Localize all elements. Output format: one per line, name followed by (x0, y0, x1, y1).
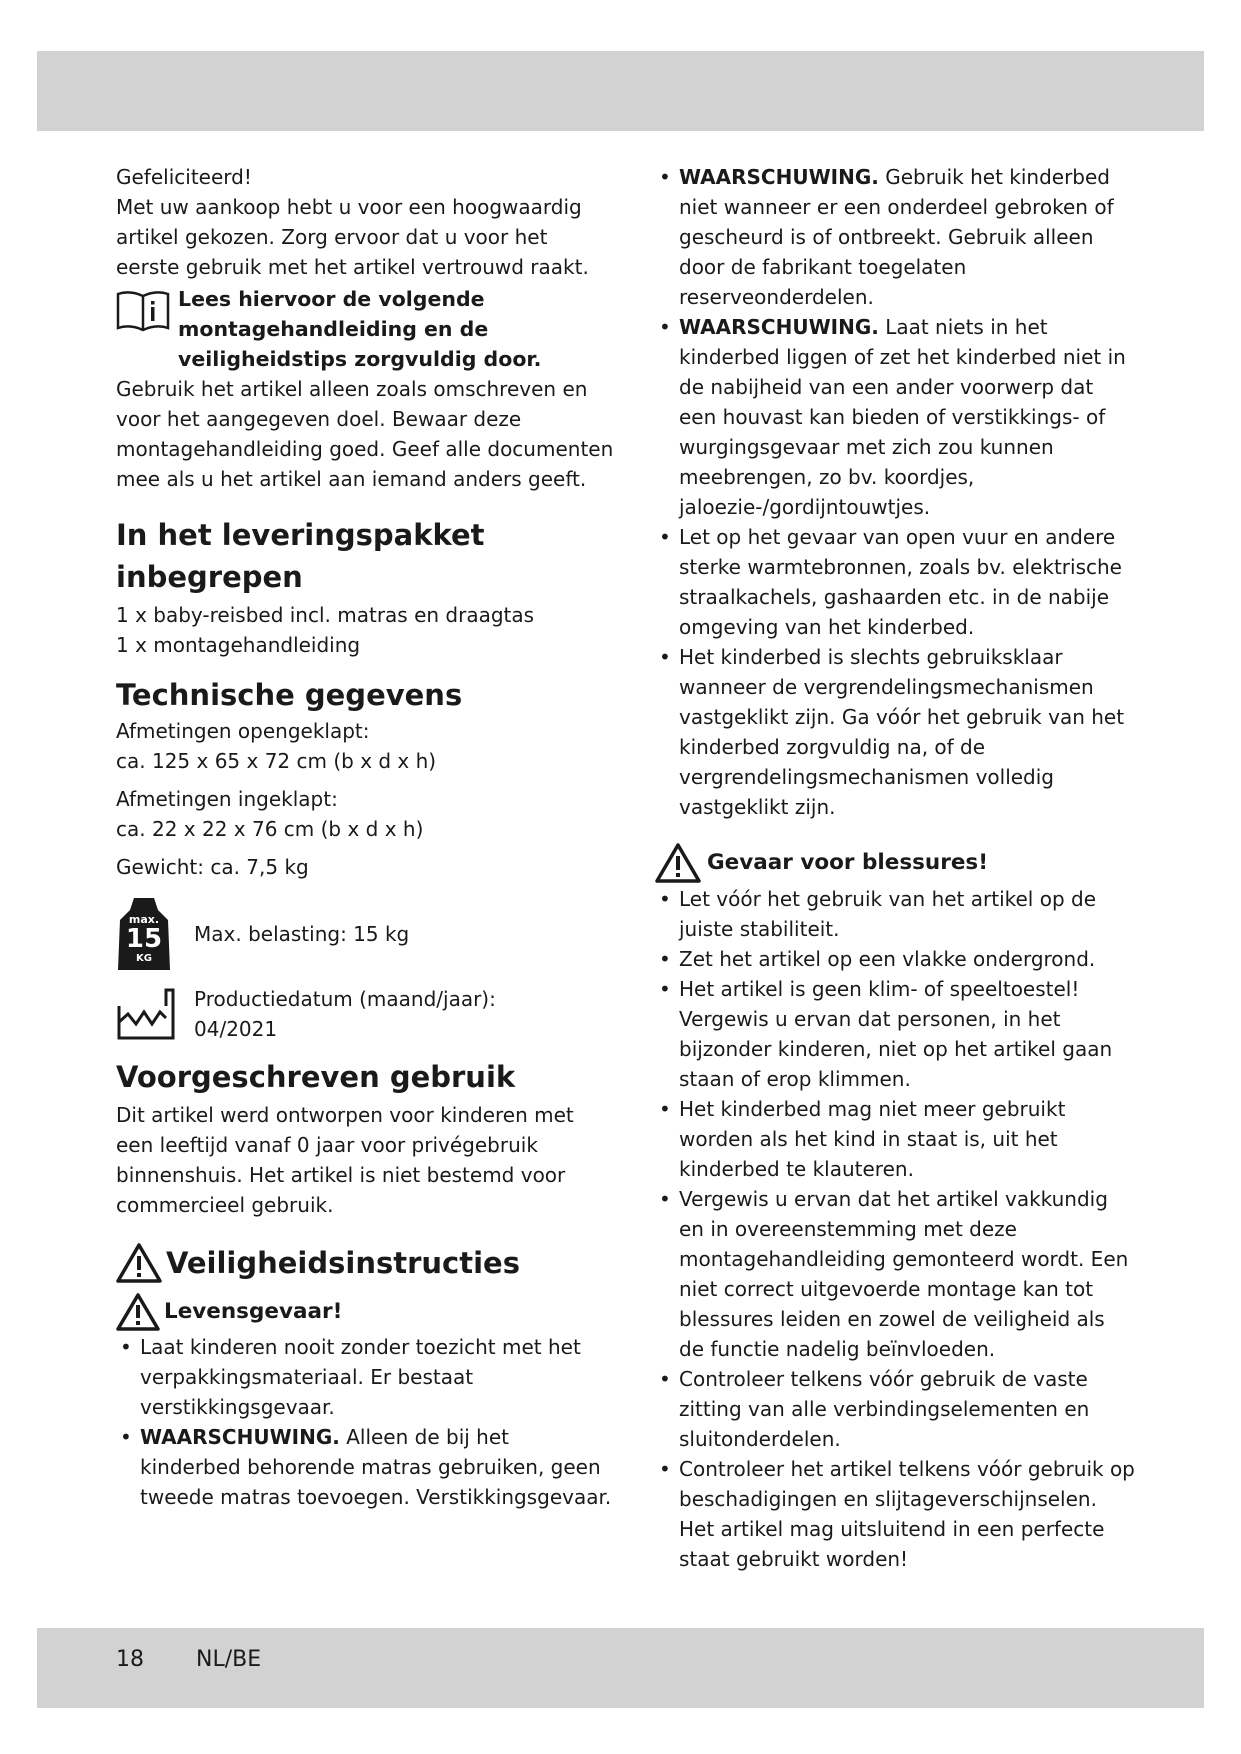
list-item (116, 1422, 616, 1512)
warning-label: WAARSCHUWING. (679, 165, 879, 189)
list-item: • Het kinderbed mag niet meer gebruikt worden als het kind in staat is, uit het kinderbed te klauteren. (655, 1094, 1135, 1184)
list-item: • Het artikel is geen klim- of speeltoestel! Vergewis u ervan dat personen, in het bijzonder kinderen, niet op het artikel gaan staan of erop klimmen. (655, 974, 1135, 1094)
production-date-row (116, 984, 616, 1044)
delivery-heading: In het leveringspakket inbegrepen (116, 518, 485, 594)
book-info-icon (116, 288, 170, 340)
safety-list (655, 162, 1135, 822)
list-item-text: Het kinderbed is slechts gebruiksklaar wanneer de vergrendelingsmechanismen vastgeklikt zijn. Ga vóór het gebruik van het kinderbed zorgvuldig na, of de vergrendelingsmechanismen volledig vastgeklikt zijn. (679, 645, 1125, 819)
weight-icon-top: max. (128, 913, 160, 926)
safety-heading: Veiligheidsinstructies (166, 1246, 520, 1280)
list-item: • Let vóór het gebruik van het artikel op de juiste stabiliteit. (655, 884, 1135, 944)
intended-use-text: Dit artikel werd ontworpen voor kinderen met een leeftijd vanaf 0 jaar voor privégebruik binnenshuis. Het artikel is niet bestemd voor commercieel gebruik. (116, 1103, 574, 1217)
dimensions-open-value: ca. 125 x 65 x 72 cm (b x d x h) (116, 749, 437, 773)
danger-heading: Levensgevaar! (164, 1299, 343, 1324)
delivery-item: 1 x montagehandleiding (116, 633, 361, 657)
dimensions-closed-label: Afmetingen ingeklapt: (116, 787, 338, 811)
max-load-text: Max. belasting: 15 kg (194, 922, 410, 946)
list-item: • Zet het artikel op een vlakke ondergrond. (655, 944, 1135, 974)
delivery-item: 1 x baby-reisbed incl. matras en draagtas (116, 603, 535, 627)
danger-heading-row (116, 1292, 616, 1332)
max-load-row (116, 894, 616, 974)
note-text: Lees hiervoor de volgende montagehandleiding en de veiligheidstips zorgvuldig door. (178, 287, 542, 371)
list-item (655, 642, 1135, 822)
page-number: 18 (116, 1647, 144, 1672)
weight-icon (116, 894, 172, 974)
injury-heading: Gevaar voor blessures! (707, 850, 989, 875)
warning-label: WAARSCHUWING. (679, 315, 879, 339)
language-code: NL/BE (196, 1647, 262, 1672)
intended-use-heading: Voorgeschreven gebruik (116, 1060, 516, 1094)
warning-triangle-icon (116, 1242, 162, 1284)
list-item: • Vergewis u ervan dat het artikel vakkundig en in overeenstemming met deze montagehandleiding gemonteerd wordt. Een niet correct uitgevoerde montage kan tot blessures leiden en zowel de veiligheid als de functie nadelig beïnvloeden. (655, 1184, 1135, 1364)
dimensions-closed-value: ca. 22 x 22 x 76 cm (b x d x h) (116, 817, 424, 841)
warning-triangle-icon (655, 842, 701, 884)
list-item-text: Gebruik het kinderbed niet wanneer er een onderdeel gebroken of gescheurd is of ontbreekt. Gebruik alleen door de fabrikant toegelaten reserveonderdelen. (679, 165, 1114, 309)
congrats-text: Gefeliciteerd! (116, 165, 252, 189)
list-item-text: Let op het gevaar van open vuur en andere sterke warmtebronnen, zoals bv. elektrische straalkachels, gashaarden etc. in de nabije omgeving van het kinderbed. (679, 525, 1122, 639)
injury-heading-row (655, 842, 1135, 884)
production-date-label: Productiedatum (maand/jaar): (194, 987, 496, 1011)
technical-heading: Technische gegevens (116, 678, 463, 712)
weight-icon-unit: KG (136, 953, 152, 964)
intro-text: Met uw aankoop hebt u voor een hoogwaardig artikel gekozen. Zorg ervoor dat u voor het eerste gebruik met het artikel vertrouwd raakt. (116, 195, 589, 279)
warning-triangle-icon (116, 1292, 160, 1332)
list-item: • Controleer het artikel telkens vóór gebruik op beschadigingen en slijtageverschijnselen. Het artikel mag uitsluitend in een perfecte staat gebruikt worden! (655, 1454, 1135, 1574)
production-date-value: 04/2021 (194, 1017, 278, 1041)
injury-list (655, 884, 1135, 1574)
safety-heading-row (116, 1242, 616, 1284)
danger-list (116, 1332, 616, 1512)
weight-text: Gewicht: ca. 7,5 kg (116, 855, 309, 879)
weight-icon-number: 15 (125, 924, 163, 954)
right-column (655, 162, 1135, 1574)
list-item-text: Laat niets in het kinderbed liggen of zet het kinderbed niet in de nabijheid van een ander voorwerp dat een houvast kan bieden of verstikkings- of wurgingsgevaar met zich zou kunnen meebrengen, zo bv. koordjes, jaloezie-/gordijntouwtjes. (679, 315, 1126, 519)
list-item-text: Alleen de bij het kinderbed behorende matras gebruiken, geen tweede matras toevoegen. Verstikkingsgevaar. (140, 1425, 612, 1509)
list-item-text: Laat kinderen nooit zonder toezicht met het verpakkingsmateriaal. Er bestaat verstikkingsgevaar. (140, 1335, 581, 1419)
list-item (116, 1332, 616, 1422)
list-item (655, 312, 1135, 522)
list-item (655, 162, 1135, 312)
warning-label: WAARSCHUWING. (140, 1425, 340, 1449)
dimensions-open-label: Afmetingen opengeklapt: (116, 719, 370, 743)
production-date-icon (116, 986, 176, 1042)
list-item (655, 522, 1135, 642)
usage-text: Gebruik het artikel alleen zoals omschreven en voor het aangegeven doel. Bewaar deze montagehandleiding goed. Geef alle documenten mee als u het artikel aan iemand anders geeft. (116, 377, 614, 491)
list-item: • Controleer telkens vóór gebruik de vaste zitting van alle verbindingselementen en sluitonderdelen. (655, 1364, 1135, 1454)
read-instructions-note (116, 284, 616, 374)
header-bar (37, 51, 1204, 131)
left-column (116, 162, 616, 1512)
